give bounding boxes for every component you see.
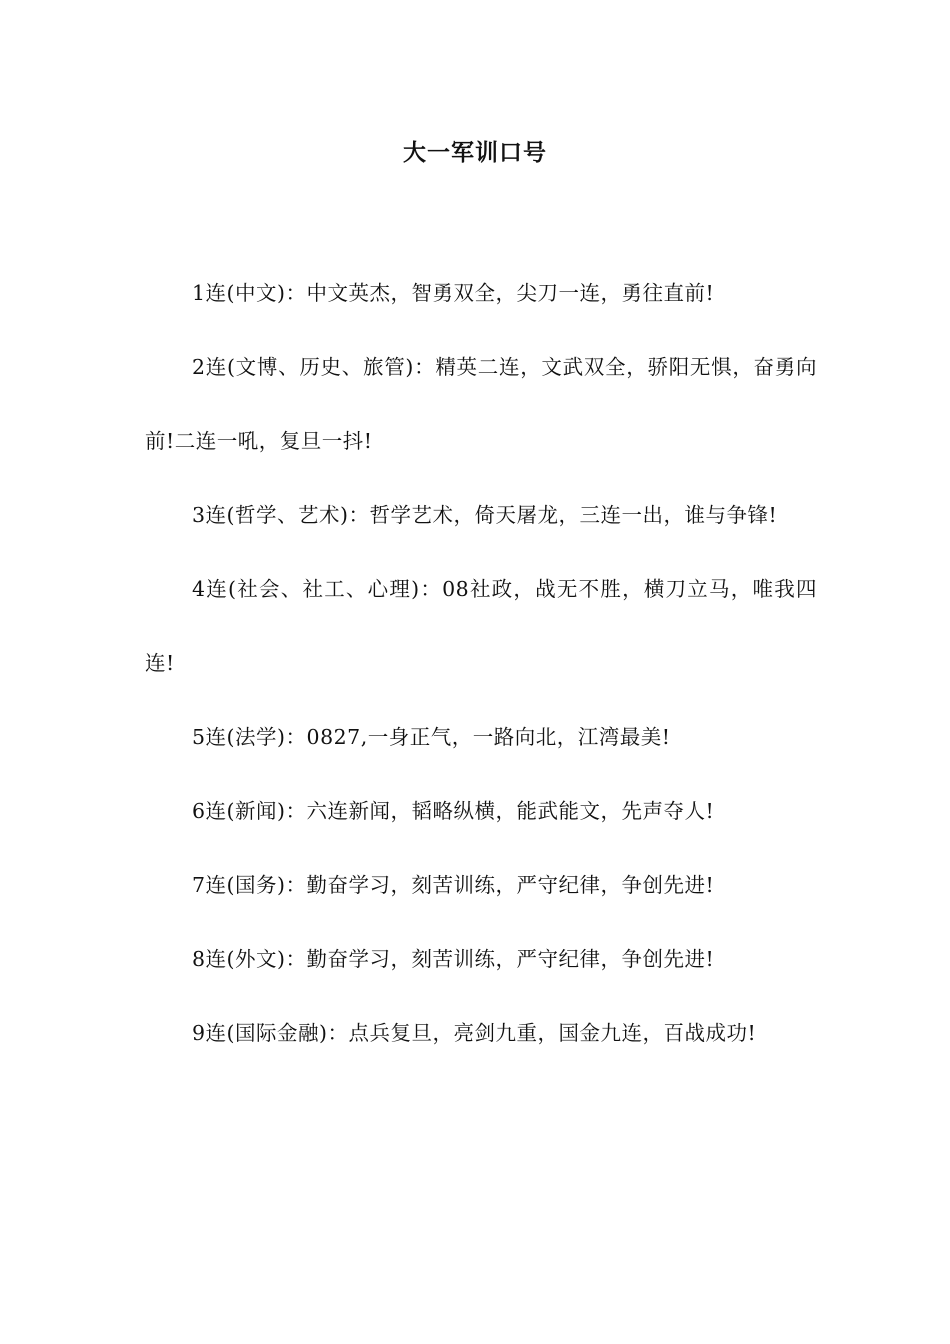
slogan-paragraph-3: 3连(哲学、艺术)：哲学艺术，倚天屠龙，三连一出，谁与争锋! (192, 503, 778, 527)
slogan-paragraph-9: 9连(国际金融)：点兵复旦，亮剑九重，国金九连，百战成功! (192, 1021, 757, 1045)
slogan-paragraph-8: 8连(外文)：勤奋学习，刻苦训练，严守纪律，争创先进! (192, 947, 715, 971)
document-body (145, 256, 817, 1070)
slogan-paragraph-4: 4连(社会、社工、心理)：08社政，战无不胜，横刀立马，唯我四连! (145, 577, 817, 675)
slogan-paragraph-5: 5连(法学)：0827,一身正气，一路向北，江湾最美! (192, 725, 671, 749)
slogan-paragraph-2: 2连(文博、历史、旅管)：精英二连，文武双全，骄阳无惧，奋勇向前!二连一吼，复旦一抖! (145, 355, 817, 453)
document-title: 大一军训口号 (403, 140, 547, 166)
slogan-paragraph-7: 7连(国务)：勤奋学习，刻苦训练，严守纪律，争创先进! (192, 873, 715, 897)
slogan-paragraph-6: 6连(新闻)：六连新闻，韬略纵横，能武能文，先声夺人! (192, 799, 715, 823)
slogan-paragraph-1: 1连(中文)：中文英杰，智勇双全，尖刀一连，勇往直前! (192, 281, 715, 305)
